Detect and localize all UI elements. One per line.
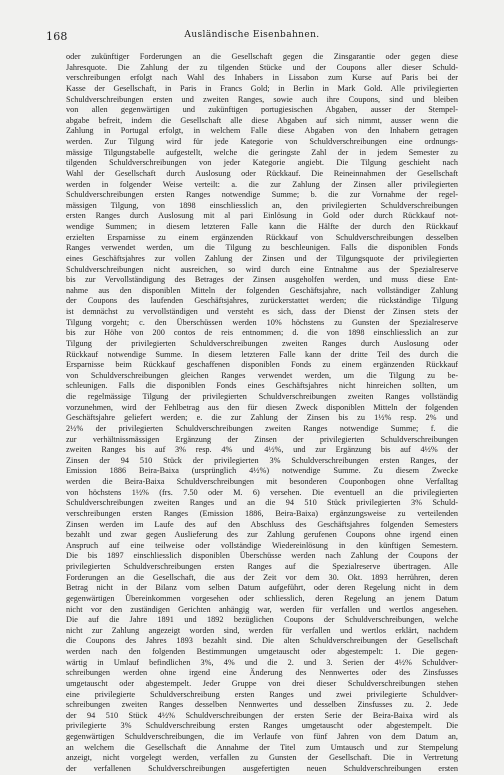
text-line: werden in folgender Weise verteilt: a. die zur Zahlung der Zinsen aller privilegierten [66, 179, 458, 189]
text-line: mässigen Tilgung, von 1898 einschliesslich an, den privilegierten Schuldverschreibungen [66, 200, 458, 210]
text-line: verschreibungen erfolgt nach Wahl des Inhabers in Lissabon zum Kurse auf Paris bei der [66, 73, 458, 83]
text-line: tilgenden Schuldverschreibungen von jeder Kategorie angiebt. Die Tilgung geschieht nach [66, 158, 458, 168]
text-line: nicht zur Zahlung angezeigt worden sind, werden für verfallen und wertlos erklärt, nachdem [66, 625, 458, 635]
text-line: Jahresquote. Die Zahlung der zu tilgenden Stücke und der Coupons aller dieser Schuld- [66, 62, 458, 72]
page-header [46, 30, 458, 44]
text-line: Die bis 1897 einschliesslich disponiblen Überschüsse werden nach Zahlung der Coupons der [66, 551, 458, 561]
text-line: Betrag nicht in der Bilanz vom selben Datum aufgeführt, oder deren Regelung nicht in dem [66, 583, 458, 593]
text-line: zur verhältnissmässigen Ergänzung der Zinsen der privilegierten Schuldverschreibungen [66, 434, 458, 444]
text-line: Tilgung der privilegierten Schuldverschreibungen zweiten Ranges durch Auslosung oder [66, 338, 458, 348]
text-line: Wahl der Gesellschaft durch Auslosung oder Rückkauf. Die Reineinnahmen der Gesellschaft [66, 168, 458, 178]
text-line: nicht vor den zuständigen Gerichten anhängig war, werden für verfallen und wertlos angesehen. [66, 604, 458, 614]
text-line: gegenwärtigen Übereinkommen vorgesehen oder schliesslich, deren Regelung an jenem Datum [66, 593, 458, 603]
text-line: Schuldverschreibungen nicht ausreichen, so wird durch eine Entnahme aus der Spezialreserve [66, 264, 458, 274]
text-line: eines Geschäftsjahres zur vollen Zahlung der Zinsen und der Tilgungsquote der privilegierten [66, 253, 458, 263]
text-line: 2½% der privilegierten Schuldverschreibungen zweiten Ranges notwendige Summe; f. die [66, 423, 458, 433]
text-line: erzielten Ersparnisse zu einem ergänzenden Rückkauf von Schuldverschreibungen desselben [66, 232, 458, 242]
text-line: gegenwärtigen Schuldverschreibungen, die im Verlaufe von fünf Jahren von dem Datum an, [66, 732, 458, 741]
text-line: vorzunehmen, wird der Fehlbetrag aus den für diesen Zweck disponiblen Mitteln der folgenden [66, 402, 458, 412]
text-line: der Coupons des laufenden Geschäftsjahres, zurückerstattet werden; die rückständige Tilgung [66, 296, 458, 306]
text-line: Zinsen der 94 510 Stück der privilegierten 3% Schuldverschreibungen ersten Ranges, der [66, 455, 458, 465]
text-line: werden die Beira-Baixa Schuldverschreibungen mit besonderen Couponbogen ohne Verfalltag [66, 477, 458, 486]
text-line: Ersparnisse beim Rückkauf geschaffenen disponiblen Fonds zu einem ergänzenden Rückkauf [66, 360, 458, 370]
text-line: Schuldverschreibungen ersten Ranges notwendige Summe; b. die zur Vornahme der regel- [66, 190, 458, 200]
running-title: Ausländische Eisenbahnen. [184, 30, 320, 40]
text-line: oder zukünftiger Forderungen an die Gesellschaft gegen die Zinsgarantie oder gegen diese [66, 52, 458, 61]
text-line: Zinsen werden im Laufe des auf den Abschluss des Geschäftsjahres folgenden Semesters [66, 519, 458, 529]
text-line: wendige Summen; in diesem letzteren Falle kann die Hälfte der durch den Rückkauf [66, 222, 458, 231]
text-line: die Coupons des Jahres 1893 bezahlt sind. Die alten Schuldverschreibungen der Gesellschaft [66, 636, 458, 646]
text-line: die regelmässige Tilgung der privilegierten Schuldverschreibungen zweiten Ranges vollständig [66, 392, 458, 401]
text-line: verschreibungen ersten Ranges (Emission 1886, Beira-Baixa) ergänzungsweise zu verteilenden [66, 508, 458, 518]
text-line: anzeigt, nicht vorgelegt werden, verfallen zu Gunsten der Gesellschaft. Die in Vertretung [66, 753, 458, 763]
body-text [66, 52, 458, 775]
text-line: Rückkauf notwendige Summe. In diesem letzteren Falle kann der dritte Teil des durch die [66, 349, 458, 359]
text-line: Kasse der Gesellschaft, in Paris in Francs Gold; in Berlin in Mark Gold. Alle privilegierten [66, 83, 458, 93]
text-line: schreibungen zweiten Ranges desselben Nennwertes und desselben Zinsfusses zu. 2. Jede [66, 700, 458, 710]
text-line: von höchstens 1½% (frs. 7.50 oder M. 6) versehen. Die eventuell an die privilegierten [66, 487, 458, 497]
text-line: Tilgung vorgeht; c. den Überschüssen werden 10% höchstens zu Gunsten der Spezialreserve [66, 317, 458, 327]
text-line: Die auf die Jahre 1891 und 1892 bezüglichen Coupons der Schuldverschreibungen, welche [66, 615, 458, 625]
text-line: ist demnächst zu vervollständigen und versteht es sich, dass der Dienst der Zinsen stets der [66, 307, 458, 316]
text-line: umgetauscht oder abgestempelt. Jeder Gruppe von drei dieser Schuldverschreibungen stehen [66, 678, 458, 688]
text-line: Schuldverschreibungen zweiten Ranges und an die 94 510 Stück privilegierten 3% Schuld- [66, 498, 458, 508]
text-line: bezahlt und zwar gegen Auslieferung des zur Zahlung gerufenen Coupons ohne irgend einen [66, 530, 458, 540]
text-line: bis zur Höhe von 200 contos de reis entnommen; d. die von 1898 einschliesslich an zur [66, 328, 458, 338]
text-line: von Schuldverschreibungen gleichen Ranges verwendet werden, um die Tilgung zu be- [66, 370, 458, 380]
text-line: Zahlung in Portugal erfolgt, in welchem Falle diese Abgaben von den Inhabern getragen [66, 126, 458, 136]
text-line: schreibungen werden ohne irgend eine Änderung des Nennwertes oder des Zinsfusses [66, 668, 458, 678]
text-line: schleunigen. Falls die disponiblen Fonds eines Geschäftsjahres nicht hinreichen sollten, um [66, 381, 458, 391]
text-line: werden nach den folgenden Bestimmungen umgetauscht oder abgestempelt: 1. Die gegen- [66, 647, 458, 656]
text-line: der 94 510 Stück 4½% Schuldverschreibungen der ersten Serie der Beira-Baixa wird als [66, 710, 458, 720]
text-line: Forderungen an die Gesellschaft, die aus der Zeit vor dem 30. Okt. 1893 herrühren, deren [66, 572, 458, 582]
text-line: privilegierte 3% Schuldverschreibung ersten Ranges umgetauscht oder abgestempelt. Die [66, 721, 458, 731]
text-line: Anspruch auf eine teilweise oder vollständige Wiedereinlösung in den künftigen Semestern. [66, 540, 458, 550]
text-line: Emission 1886 Beira-Baixa (ursprünglich 4½%) notwendige Summe. Zu diesem Zwecke [66, 466, 458, 476]
text-line: Schuldverschreibungen ersten und zweiten Ranges, sowie auch ihre Coupons, sind und bleiben [66, 94, 458, 104]
text-line: werden. Zur Tilgung wird für jede Kategorie von Schuldverschreibungen eine ordnungs- [66, 137, 458, 146]
text-line: zweiten Ranges bis auf 3% resp. 4% und 4½%, und zur Ergänzung bis auf 4½% der [66, 445, 458, 455]
text-line: an welchem die Gesellschaft die Annahme der Titel zum Umtausch und zur Stempelung [66, 742, 458, 752]
text-line: privilegierten Schuldverschreibungen ersten Ranges auf die Spezialreserve übertragen. Alle [66, 562, 458, 571]
text-line: abgabe befreit, indem die Gesellschaft alle diese Abgaben auf sich nimmt, ausser wenn die [66, 115, 458, 125]
text-line: ersten Ranges durch Auslosung mit al pari Einlösung in Gold oder durch Rückkauf not- [66, 211, 458, 221]
text-line: von allen gegenwärtigen und zukünftigen portugiesischen Abgaben, ausser der Stempel- [66, 105, 458, 115]
page-number: 168 [46, 30, 68, 43]
text-line: bis zur Vervollständigung des Betrages der Zinsen ausgeholfen werden, und muss diese Ent- [66, 275, 458, 285]
text-line: Ranges verwendet werden, um die Tilgung zu beschleunigen. Falls die disponiblen Fonds [66, 243, 458, 253]
text-line: mässige Tilgungstabelle aufgestellt, welche die geringste Zahl der in jedem Semester zu [66, 147, 458, 157]
text-line: Geschäftsjahre geliefert werden; e. die zur Zahlung der Zinsen bis zu 1½% resp. 2% und [66, 413, 458, 423]
text-line: wärtig in Umlauf befindlichen 3%, 4% und die 2. und 3. Serien der 4½% Schuldver- [66, 657, 458, 667]
text-line: nahme aus den disponiblen Mitteln der folgenden Geschäftsjahre, nach vollständiger Zahlung [66, 285, 458, 295]
text-line: eine privilegierte Schuldverschreibung ersten Ranges und zwei privilegierte Schuldver- [66, 689, 458, 699]
text-line: der verfallenen Schuldverschreibungen ausgefertigten neuen Schuldverschreibungen ersten [66, 763, 458, 773]
